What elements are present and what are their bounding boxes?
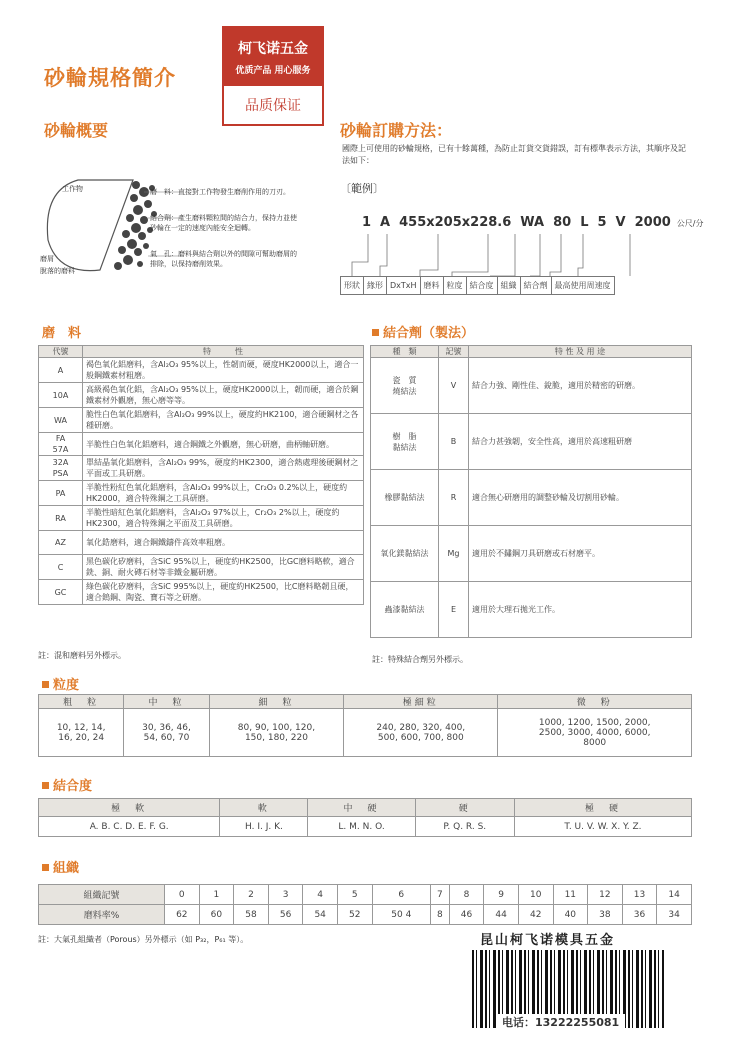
- table-row: [39, 481, 364, 506]
- bond-use: 結合力甚強韌，安全性高，適用於高速粗研磨: [469, 414, 692, 470]
- abr-code: PA: [39, 481, 83, 506]
- grit-header: 微 粉: [498, 695, 692, 709]
- structure-rate: 46: [449, 905, 484, 925]
- footer-phone: 电话：13222255081: [496, 1014, 625, 1030]
- code-shape: 形狀: [341, 277, 364, 295]
- bond-type: 樹 脂 黏結法: [371, 414, 439, 470]
- grade-header: 極 硬: [514, 799, 691, 817]
- abrasives-note: 註：混和磨料另外標示。: [38, 651, 126, 660]
- structure-table: [38, 884, 692, 925]
- structure-number: 2: [234, 885, 269, 905]
- structure-number: 7: [431, 885, 450, 905]
- abr-desc: 褐色氧化鋁磨料，含Al₂O₃ 95%以上，性韌而硬，硬度HK2000以上，適合一般鋼鐵素材粗磨。: [83, 358, 364, 383]
- brand-box: [222, 26, 324, 126]
- grade-table: [38, 798, 692, 837]
- table-row: [371, 358, 692, 414]
- structure-number: 6: [372, 885, 430, 905]
- bond-type: 瓷 質 燒結法: [371, 358, 439, 414]
- desc-abrasive: 磨 料：直接對工作物發生磨削作用的刀刃。: [150, 188, 290, 196]
- desc-pore: 氣 孔：磨料與結合劑以外的間隙可幫助磨屑的排除，以保持磨削效果。: [150, 250, 297, 268]
- structure-number: 0: [165, 885, 200, 905]
- bond-use: 適用於不鏽鋼刀具研磨或石材磨平。: [469, 526, 692, 582]
- abrasives-title: 磨 料: [42, 326, 82, 341]
- table-row: [39, 531, 364, 555]
- formula-bond: V: [615, 215, 626, 230]
- structure-number: 4: [303, 885, 338, 905]
- abr-code: AZ: [39, 531, 83, 555]
- structure-rate: 52: [337, 905, 372, 925]
- formula-abrasive: WA: [520, 215, 545, 230]
- abr-header-property: 特 性: [83, 346, 364, 358]
- structure-rate: 40: [553, 905, 588, 925]
- code-structure: 組織: [497, 277, 520, 295]
- grade-header: 軟: [220, 799, 308, 817]
- grade-values: P. Q. R. S.: [415, 817, 514, 837]
- code-grit: 粒度: [443, 277, 466, 295]
- order-title: 砂輪訂購方法：: [340, 121, 453, 140]
- structure-number: 11: [553, 885, 588, 905]
- formula-edge: A: [380, 215, 391, 230]
- structure-rate: 50 4: [372, 905, 430, 925]
- table-row: [39, 383, 364, 408]
- grit-table: [38, 694, 692, 757]
- grit-values: 80, 90, 100, 120, 150, 180, 220: [209, 709, 344, 757]
- formula-structure: 5: [597, 215, 607, 230]
- page-title: 砂輪規格簡介: [44, 66, 176, 90]
- grade-values: H. I. J. K.: [220, 817, 308, 837]
- structure-number: 5: [337, 885, 372, 905]
- brand-quality: 品质保证: [245, 98, 301, 114]
- table-row: [39, 555, 364, 580]
- example-label: 〔範例〕: [340, 182, 384, 195]
- bond-type: 橡膠黏結法: [371, 470, 439, 526]
- structure-rate: 62: [165, 905, 200, 925]
- grade-values: A. B. C. D. E. F. G.: [39, 817, 220, 837]
- table-row: [371, 470, 692, 526]
- structure-title: 組織: [42, 857, 79, 876]
- label-abrasive-worn: 磨屑: [40, 255, 54, 263]
- code-size: DxTxH: [387, 277, 421, 295]
- table-row: [39, 358, 364, 383]
- structure-rate: 42: [518, 905, 553, 925]
- table-row: [371, 582, 692, 638]
- bonds-title: 結合劑（製法）: [372, 322, 474, 341]
- grade-header: 中 硬: [308, 799, 415, 817]
- abr-code: WA: [39, 408, 83, 433]
- formula-unit: 公尺/分: [676, 219, 704, 228]
- abr-code: 10A: [39, 383, 83, 408]
- bond-mark: B: [439, 414, 469, 470]
- bond-header-type: 種 類: [371, 346, 439, 358]
- structure-number: 14: [657, 885, 692, 905]
- bond-header-mark: 記號: [439, 346, 469, 358]
- grade-values: L. M. N. O.: [308, 817, 415, 837]
- code-speed: 最高使用周速度: [551, 277, 614, 295]
- brand-slogan: 优质产品 用心服务: [235, 66, 311, 76]
- table-row: [39, 506, 364, 531]
- structure-rate: 8: [431, 905, 450, 925]
- abr-code: RA: [39, 506, 83, 531]
- structure-note: 註：大氣孔組織者（Porous）另外標示（如 P₃₂，P₆₁ 等）。: [38, 935, 249, 944]
- structure-rate: 44: [484, 905, 519, 925]
- abr-desc: 綠色碳化矽磨料，含SiC 995%以上，硬度約HK2500，比C磨料略韌且硬，適合鎢鋼、陶瓷、寶石等之研磨。: [83, 580, 364, 605]
- order-codes: [340, 276, 615, 295]
- workpiece-shape: [47, 180, 133, 271]
- label-detached: 脫落的磨料: [40, 267, 75, 275]
- grit-values: 10, 12, 14, 16, 20, 24: [39, 709, 124, 757]
- code-edge: 緣形: [364, 277, 387, 295]
- abr-desc: 氧化鋯磨料，適合鋼鐵鑄件高效率粗磨。: [83, 531, 364, 555]
- structure-rate: 34: [657, 905, 692, 925]
- brand-name: 柯飞诺五金: [238, 41, 308, 57]
- code-abrasive: 磨料: [420, 277, 443, 295]
- bond-header-use: 特 性 及 用 途: [469, 346, 692, 358]
- grit-header: 粗 粒: [39, 695, 124, 709]
- structure-label: 組織記號: [39, 885, 165, 905]
- grade-header: 極 軟: [39, 799, 220, 817]
- abr-code: 32A PSA: [39, 456, 83, 481]
- bond-type: 氧化鎂黏結法: [371, 526, 439, 582]
- formula-shape: 1: [362, 215, 372, 230]
- overview-title: 砂輪概要: [44, 121, 109, 140]
- table-row: [371, 526, 692, 582]
- grit-values: 1000, 1200, 1500, 2000, 2500, 3000, 4000, 6000, 8000: [498, 709, 692, 757]
- bond-use: 適合無心研磨用的調整砂輪及切割用砂輪。: [469, 470, 692, 526]
- desc-bond: 結合劑：產生磨料顆粒間的結合力，保持力並使砂輪在一定的速度內能安全迴轉。: [150, 214, 297, 232]
- grit-header: 極細粒: [344, 695, 498, 709]
- label-workpiece: 工作物: [62, 185, 83, 193]
- bonds-table: [370, 345, 692, 638]
- structure-number: 8: [449, 885, 484, 905]
- structure-rate: 60: [199, 905, 234, 925]
- code-grade: 結合度: [466, 277, 497, 295]
- table-row: [39, 580, 364, 605]
- bond-use: 適用於大理石拋光工作。: [469, 582, 692, 638]
- grit-title: 粒度: [42, 674, 79, 693]
- formula-grit: 80: [553, 215, 572, 230]
- abr-code: GC: [39, 580, 83, 605]
- abr-code: FA 57A: [39, 433, 83, 456]
- grit-values: 240, 280, 320, 400, 500, 600, 700, 800: [344, 709, 498, 757]
- bonds-note: 註：特殊結合劑另外標示。: [372, 655, 468, 664]
- grit-header: 細 粒: [209, 695, 344, 709]
- grit-values: 30, 36, 46, 54, 60, 70: [124, 709, 209, 757]
- table-row: [39, 433, 364, 456]
- structure-number: 10: [518, 885, 553, 905]
- abr-header-code: 代號: [39, 346, 83, 358]
- bond-type: 蟲漆黏結法: [371, 582, 439, 638]
- bond-mark: R: [439, 470, 469, 526]
- structure-number: 1: [199, 885, 234, 905]
- abr-desc: 高級褐色氧化鋁，含Al₂O₃ 95%以上，硬度HK2000以上，韌而硬，適合於鋼鐵素材外觀磨，無心磨等等。: [83, 383, 364, 408]
- abr-desc: 脆性白色氧化鋁磨料，含Al₂O₃ 99%以上，硬度約HK2100，適合硬鋼材之各種研磨。: [83, 408, 364, 433]
- code-bond: 結合劑: [520, 277, 551, 295]
- structure-number: 3: [268, 885, 303, 905]
- table-row: [39, 456, 364, 481]
- abrasives-table: [38, 345, 364, 605]
- formula-speed: 2000: [634, 215, 671, 230]
- grit-header: 中 粒: [124, 695, 209, 709]
- abr-desc: 半脆性粉紅色氧化鋁磨料，含Al₂O₃ 99%以上，Cr₂O₃ 0.2%以上，硬度約HK2000，適合特殊鋼之工具研磨。: [83, 481, 364, 506]
- abr-code: A: [39, 358, 83, 383]
- formula-connectors: [340, 232, 700, 277]
- abr-desc: 黑色碳化矽磨料，含SiC 95%以上，硬度約HK2500，比GC磨料略軟，適合銑、銅、耐火磚石材等非鐵金屬研磨。: [83, 555, 364, 580]
- abr-code: C: [39, 555, 83, 580]
- grade-title: 結合度: [42, 775, 92, 794]
- abr-desc: 半脆性暗紅色氧化鋁磨料，含Al₂O₃ 97%以上，Cr₂O₃ 2%以上，硬度約HK2300，適合特殊鋼之平面及工具研磨。: [83, 506, 364, 531]
- order-formula: [362, 215, 704, 230]
- table-row: [371, 414, 692, 470]
- structure-rate: 36: [622, 905, 657, 925]
- bond-use: 結合力強、剛性佳、銳脆，適用於精密的研磨。: [469, 358, 692, 414]
- order-desc: 國際上可使用的砂輪規格，已有十餘萬種，為防止訂貨交貨錯誤，訂有標準表示方法，其順序及記法如下：: [342, 144, 686, 165]
- formula-size: 455x205x228.6: [399, 215, 512, 230]
- footer-company: 昆山柯飞诺模具五金: [480, 933, 616, 948]
- bond-mark: Mg: [439, 526, 469, 582]
- structure-rate: 54: [303, 905, 338, 925]
- bond-mark: V: [439, 358, 469, 414]
- structure-number: 12: [588, 885, 623, 905]
- structure-rate: 58: [234, 905, 269, 925]
- structure-rate: 56: [268, 905, 303, 925]
- grade-header: 硬: [415, 799, 514, 817]
- formula-grade: L: [580, 215, 589, 230]
- abr-desc: 半脆性白色氧化鋁磨料，適合鋼鐵之外觀磨，無心研磨，曲柄軸研磨。: [83, 433, 364, 456]
- structure-number: 9: [484, 885, 519, 905]
- abr-desc: 單結晶氧化鋁磨料，含Al₂O₃ 99%，硬度約HK2300，適合熱處理後硬鋼材之平面或工具研磨。: [83, 456, 364, 481]
- grade-values: T. U. V. W. X. Y. Z.: [514, 817, 691, 837]
- structure-label: 磨料率%: [39, 905, 165, 925]
- structure-rate: 38: [588, 905, 623, 925]
- table-row: [39, 408, 364, 433]
- bond-mark: E: [439, 582, 469, 638]
- structure-number: 13: [622, 885, 657, 905]
